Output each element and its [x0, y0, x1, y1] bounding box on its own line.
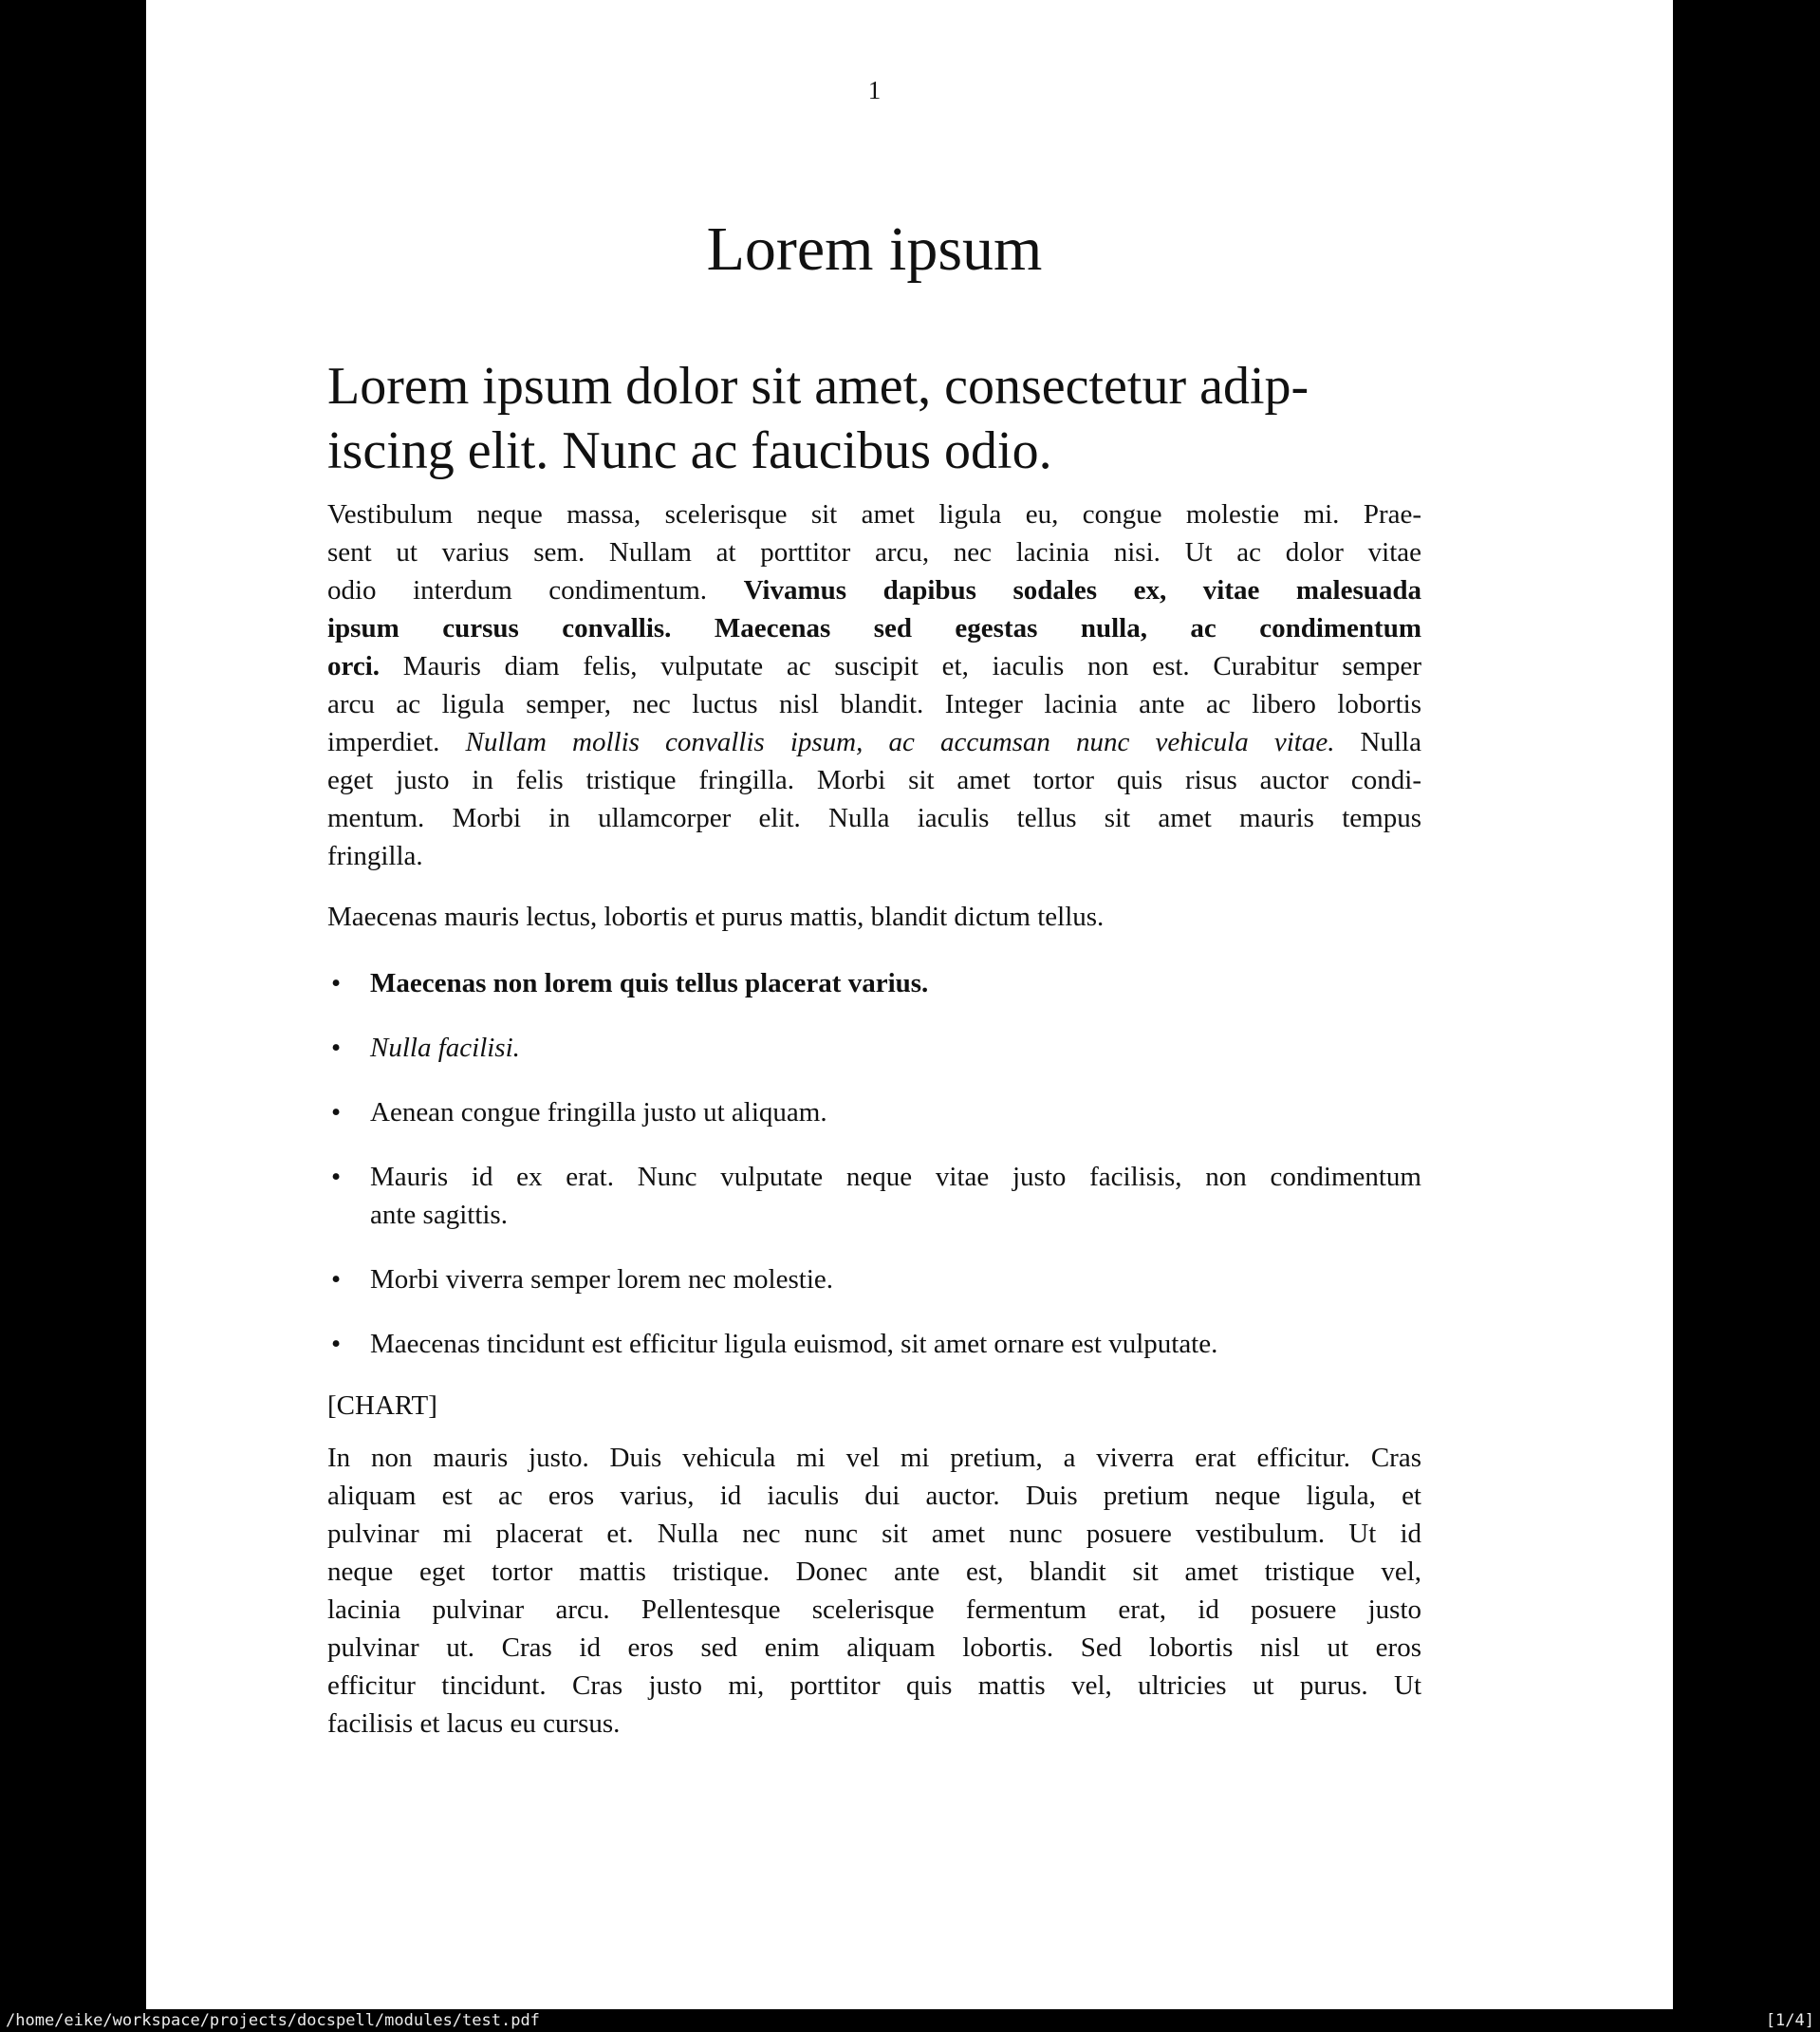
text-line	[327, 898, 1421, 936]
text-line	[327, 799, 1421, 837]
paragraph-1	[327, 495, 1421, 875]
text-segment: facilisis et lacus eu cursus.	[327, 1708, 621, 1739]
text-segment: pulvinar mi placerat et. Nulla nec nunc sit amet nunc posuere vestibulum. Ut id	[327, 1519, 1421, 1549]
text-segment: Nulla	[1334, 727, 1421, 757]
list-item-text	[370, 1158, 1421, 1234]
text-line	[370, 1093, 1421, 1131]
text-segment: lacinia pulvinar arcu. Pellentesque scelerisque fermentum erat, id posuere justo	[327, 1594, 1421, 1625]
list-item-text	[370, 1093, 1421, 1131]
text-line	[370, 1158, 1421, 1196]
text-segment: arcu ac ligula semper, nec luctus nisl blandit. Integer lacinia ante ac libero lobortis	[327, 689, 1421, 719]
text-segment: fringilla.	[327, 841, 423, 871]
text-line	[327, 354, 1421, 419]
text-line	[327, 609, 1421, 647]
text-segment: sent ut varius sem. Nullam at porttitor arcu, nec lacinia nisi. Ut ac dolor vitae	[327, 537, 1421, 568]
bold-text: Maecenas non lorem quis tellus placerat varius.	[370, 968, 929, 998]
text-line	[327, 647, 1421, 685]
text-segment: Morbi viverra semper lorem nec molestie.	[370, 1264, 834, 1295]
list-item	[327, 1029, 1421, 1067]
paragraph-3	[327, 1439, 1421, 1743]
text-line	[327, 495, 1421, 533]
list-item	[327, 1158, 1421, 1234]
bullet-icon: •	[331, 968, 342, 998]
italic-text: Nullam mollis convallis ipsum, ac accumsan nunc vehicula vitae.	[465, 727, 1335, 757]
text-line	[327, 419, 1421, 483]
text-segment: imperdiet.	[327, 727, 466, 757]
text-line	[327, 1629, 1421, 1667]
text-segment: mentum. Morbi in ullamcorper elit. Nulla iaculis tellus sit amet mauris tempus	[327, 803, 1421, 833]
text-segment: efficitur tincidunt. Cras justo mi, porttitor quis mattis vel, ultricies ut purus. Ut	[327, 1670, 1421, 1701]
text-line	[370, 1196, 1421, 1234]
list-item	[327, 1260, 1421, 1298]
italic-text: Nulla facilisi.	[370, 1033, 520, 1063]
text-line	[327, 571, 1421, 609]
text-segment: eget justo in felis tristique fringilla. Morbi sit amet tortor quis risus auctor condi-	[327, 765, 1421, 795]
bold-text: ipsum cursus convallis. Maecenas sed egestas nulla, ac condimentum	[327, 613, 1421, 643]
text-line	[327, 1553, 1421, 1591]
bold-text: Vivamus dapibus sodales ex, vitae malesuada	[743, 575, 1421, 606]
bullet-icon: •	[331, 1162, 342, 1192]
text-segment: Lorem ipsum dolor sit amet, consectetur adip-	[327, 357, 1309, 416]
text-line	[327, 685, 1421, 723]
list-item	[327, 964, 1421, 1002]
text-line	[327, 837, 1421, 875]
list-item-text	[370, 964, 1421, 1002]
text-line	[370, 1029, 1421, 1067]
text-line	[327, 533, 1421, 571]
bold-text: orci.	[327, 651, 381, 681]
list-item-text	[370, 1029, 1421, 1067]
statusbar	[0, 2009, 1820, 2032]
list-item	[327, 1325, 1421, 1363]
text-segment: iscing elit. Nunc ac faucibus odio.	[327, 421, 1052, 480]
text-line	[327, 1591, 1421, 1629]
pdf-page[interactable]	[146, 0, 1673, 2009]
text-line	[327, 1667, 1421, 1705]
statusbar-file-path: /home/eike/workspace/projects/docspell/modules/test.pdf	[6, 2011, 540, 2030]
text-segment: Vestibulum neque massa, scelerisque sit amet ligula eu, congue molestie mi. Prae-	[327, 499, 1421, 530]
statusbar-page-indicator: [1/4]	[1765, 2011, 1814, 2030]
page-number-label: 1	[867, 76, 882, 104]
text-segment: Maecenas tincidunt est efficitur ligula euismod, sit amet ornare est vulputate.	[370, 1329, 1218, 1359]
document-title: Lorem ipsum	[706, 214, 1043, 284]
bullet-icon: •	[331, 1033, 342, 1063]
text-line	[327, 723, 1421, 761]
text-segment: Maecenas mauris lectus, lobortis et purus mattis, blandit dictum tellus.	[327, 902, 1105, 932]
text-segment: Mauris id ex erat. Nunc vulputate neque vitae justo facilisis, non condimentum	[370, 1162, 1421, 1192]
list-item-text	[370, 1260, 1421, 1298]
text-line	[327, 761, 1421, 799]
text-segment: odio interdum condimentum.	[327, 575, 744, 606]
text-segment: neque eget tortor mattis tristique. Donec ante est, blandit sit amet tristique vel,	[327, 1557, 1421, 1587]
text-line	[327, 1515, 1421, 1553]
text-line	[370, 964, 1421, 1002]
bullet-icon: •	[331, 1264, 342, 1295]
bullet-icon: •	[331, 1329, 342, 1359]
text-line	[370, 1260, 1421, 1298]
text-line	[327, 1477, 1421, 1515]
text-segment: ante sagittis.	[370, 1200, 508, 1230]
text-line	[327, 1705, 1421, 1743]
text-segment: aliquam est ac eros varius, id iaculis dui auctor. Duis pretium neque ligula, et	[327, 1481, 1421, 1511]
section-heading	[327, 354, 1421, 483]
chart-placeholder: [CHART]	[327, 1390, 437, 1421]
list-item	[327, 1093, 1421, 1131]
text-segment: In non mauris justo. Duis vehicula mi vel mi pretium, a viverra erat efficitur. Cras	[327, 1443, 1421, 1473]
bullet-list	[327, 964, 1421, 1389]
text-segment: Mauris diam felis, vulputate ac suscipit et, iaculis non est. Curabitur semper	[380, 651, 1421, 681]
text-line	[327, 1439, 1421, 1477]
paragraph-2	[327, 898, 1421, 936]
text-segment: Aenean congue fringilla justo ut aliquam.	[370, 1097, 827, 1128]
list-item-text	[370, 1325, 1421, 1363]
text-segment: pulvinar ut. Cras id eros sed enim aliquam lobortis. Sed lobortis nisl ut eros	[327, 1632, 1421, 1663]
text-line	[370, 1325, 1421, 1363]
bullet-icon: •	[331, 1097, 342, 1128]
